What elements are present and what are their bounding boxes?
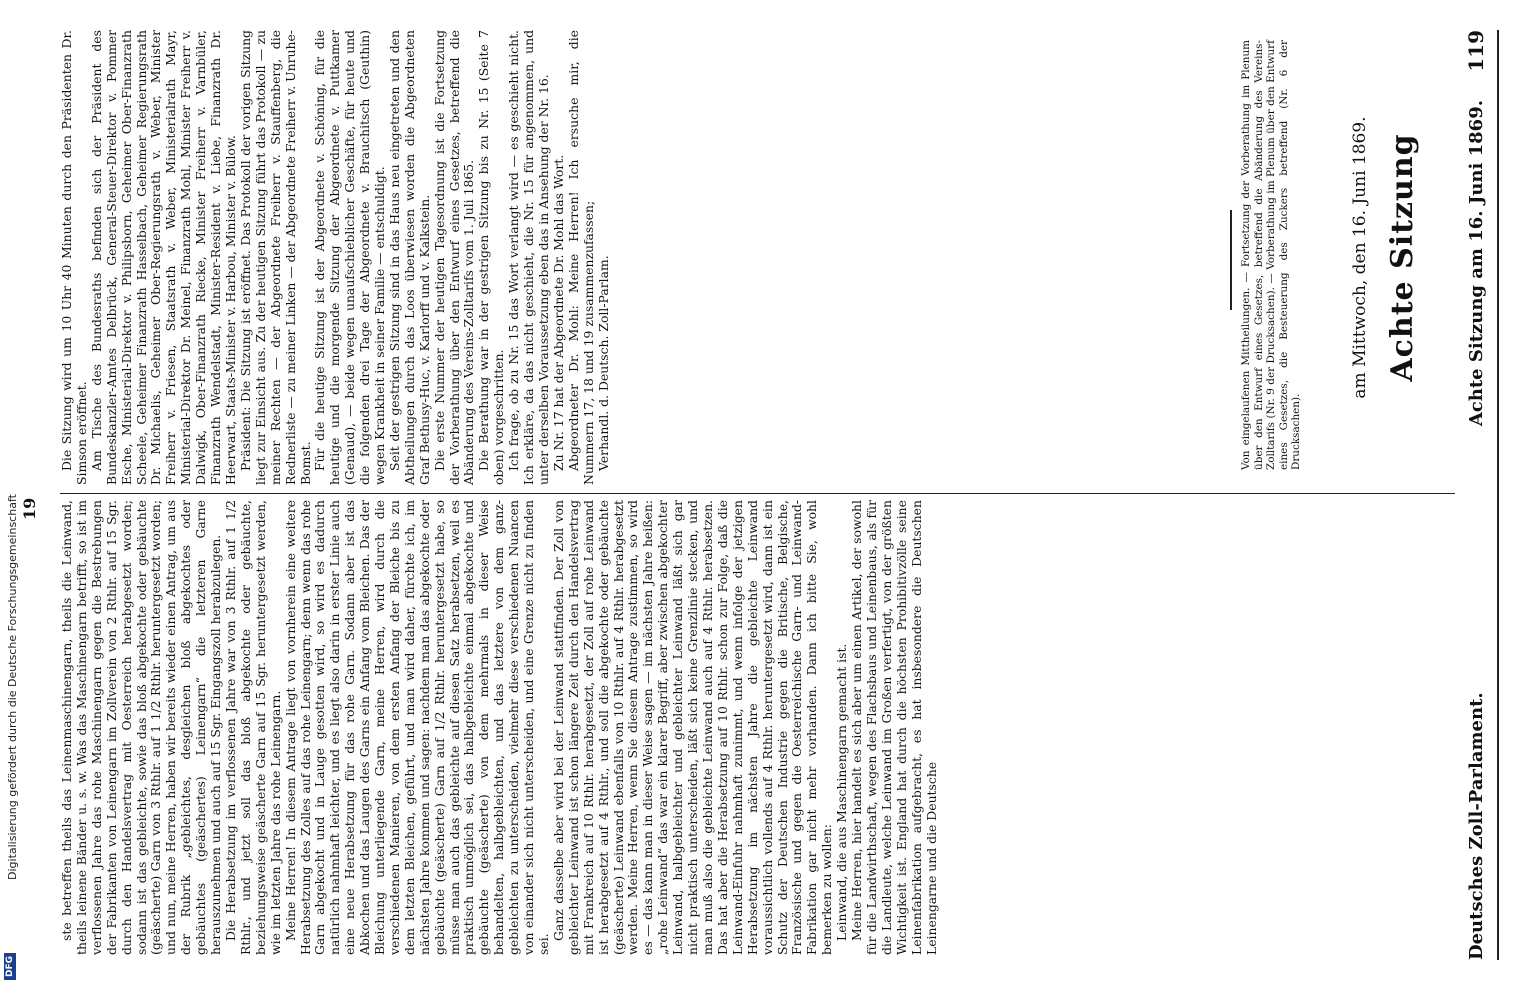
page-number: 119 xyxy=(1464,30,1488,72)
paragraph: Leinwand, die aus Maschinengarn gemacht ist. xyxy=(834,643,850,941)
footer-page-number: 19 xyxy=(20,497,39,520)
paragraph: Am Tische des Bundesraths befinden sich der Präsident des Bundeskanzler-Amtes Delbrück, General-Steuer-Direktor v. Pommer Esche, Ministerial-Direktor v. Philipsborn, Geheimer Ober-Finanzrath Scheele, Geheimer Finanzrath Hasselbach, Geheimer Regierungsrath Dr. Michaelis, Geheimer Ober-Regierungsrath v. Weber, Minister Freiherr v. Friesen, Staatsrath v. Weber, Ministerialrath Mayr, Ministerial-Direktor Dr. Meinel, Finanzrath Mohl, Minister Freiherr v. Dalwigk, Ober-Finanzrath Riecke, Minister Freiherr v. Varnbüler, Finanzrath Wendelstadt, Minister-Resident v. Liebe, Finanzrath Dr. Heerwart, Staats-Minister v. Harbou, Minister v. Bülow. xyxy=(88,30,238,485)
paragraph: Die Berathung war in der gestrigen Sitzung bis zu Nr. 15 (Seite 7 oben) vorgeschritten. xyxy=(476,30,507,485)
paragraph: Zu Nr. 17 hat der Abgeordnete Dr. Mohl das Wort. xyxy=(550,154,566,471)
paragraph: ste betreffen theils das Leinenmaschinengarn, theils die Leinwand, theils leinene Bänder u. s. w. Was das Maschinengarn betrifft, so ist im verflossenen Jahre das rohe Maschinengarn gegen die Bestrebungen der Fabrikanten von Leinengarn im Zollverein von 2 Rthlr. auf 15 Sgr. durch den Handelsvertrag mit Oesterreich herabgesetzt worden; sodann ist das gebleichte, sowie das bloß abgekochte oder gebäuchte (geäscherte) Garn von 3 Rthlr. auf 1 1/2 Rthlr. heruntergesetzt worden; und nun, meine Herren, haben wir bereits wieder einen Antrag, um aus der Rubrik „gebleichtes, desgleichen bloß abgekochtes oder gebäuchtes (geäschertes) Leinengarn“ die letzteren Garne herauszunehmen und auch auf 15 Sgr. Eingangszoll herabzulegen. xyxy=(59,500,224,955)
paragraph: Die erste Nummer der heutigen Tagesordnung ist die Fortsetzung der Vorberathung über den Entwurf eines Gesetzes, betreffend die Abänderung des Vereins-Zolltarifs vom 1. Juli 1865. xyxy=(431,30,477,485)
agenda-text: Von eingelaufenen Mittheilungen. — Fortsetzung der Vorberathung im Plenum über den Entwurf eines Gesetzes, betreffend die Abänderung des Vereins-Zolltarifs (Nr. 9 der Drucksachen). — Vorberathung im Plenum über den Entwurf eines Gesetzes, die Besteuerung des Zuckers betreffend (Nr. 6 der Drucksachen). xyxy=(1240,40,1303,470)
paragraph: Meine Herren! In diesem Antrage liegt von vornherein eine weitere Herabsetzung des Zolles auf das rohe Leinengarn; denn wenn das rohe Garn abgekocht und in Lauge gesotten wird, so wird es dadurch natürlich nahmhaft leichter, und es liegt also darin in erster Linie auch eine neue Herabsetzung für das rohe Garn. Sodann aber ist das Abkochen und das Laugen des Garns ein Anfang vom Bleichen. Das der Bleichung unterliegende Garn, meine Herren, wird durch die verschiedenen Manieren, von dem ersten Anfang der Bleiche bis zu dem letzten Bleichen, geführt, und man wird daher, fürchte ich, im nächsten Jahre kommen und sagen: nachdem man das abgekochte oder gebäuchte (geäscherte) Garn auf 1/2 Rthlr. heruntergesetzt habe, so müsse man auch das gebleichte auf diesen Satz herabsetzen, weil es praktisch unmöglich sei, das halbgebleichte einmal abgekochte und gebäuchte (geäscherte) von dem mehrmals in dieser Weise behandelten, halbgebleichten, und das letztere von dem ganz-gebleichten zu unterscheiden, vielmehr diese verschiedenen Nuancen von einander sich nicht unterscheiden, und eine Grenze nicht zu finden sei. xyxy=(282,500,551,955)
paragraph: Seit der gestrigen Sitzung sind in das Haus neu eingetreten und den Abtheilungen durch das Loos überwiesen worden die Abgeordneten Graf Bethusy-Huc, v. Karlorff und v. Kalkstein. xyxy=(386,30,432,485)
header-right: Achte Sitzung am 16. Juni 1869. xyxy=(1466,100,1487,427)
header-rule xyxy=(1497,30,1499,960)
paragraph: Abgeordneter Dr. Mohl: Meine Herren! Ich ersuche mir, die Nummern 17, 18 und 19 zusammenzufassen; xyxy=(565,30,596,485)
digitization-note: Digitalisierung gefördert durch die Deutsche Forschungsgemeinschaft xyxy=(6,494,19,880)
paragraph: Ganz dasselbe aber wird bei der Leinwand stattfinden. Der Zoll von gebleichter Leinwand ist schon längere Zeit durch den Handelsvertrag mit Frankreich auf 10 Rthlr. herabgesetzt, der Zoll auf rohe Leinwand ist herabgesetzt auf 4 Rthlr., und soll die abgekochte oder gebäuchte (geäscherte) Leinwand ebenfalls von 10 Rthlr. auf 4 Rthlr. herabgesetzt werden. Meine Herren, wenn Sie diesem Antrage zustimmen, so wird es — das kann man in dieser Weise sagen — im nächsten Jahre heißen: „rohe Leinwand“ das war ein klarer Begriff, aber zwischen abgekochter Leinwand, halbgebleichter und gebleichter Leinwand läßt sich gar nicht praktisch unterscheiden, läßt sich keine Grenzlinie stecken, und man muß also die gebleichte Leinwand auch auf 4 Rthlr. herabsetzen. Das hat aber die Herabsetzung auf 10 Rthlr. schon zur Folge, daß die Leinwand-Einfuhr nahmhaft zunimmt, und wenn infolge der jetzigen Herabsetzung im nächsten Jahre die gebleichte Leinwand voraussichtlich vollends auf 4 Rthlr. heruntergesetzt wird, dann ist ein Schutz der Deutschen Industrie gegen die Britische, Belgische, Französische und gegen die Oesterreichische Garn- und Leinwand-Fabrikation gar nicht mehr vorhanden. Dann ich bitte Sie, wohl bemerken zu wollen: xyxy=(550,500,835,955)
paragraph: Ich frage, ob zu Nr. 15 das Wort verlangt wird — es geschieht nicht. Ich erkläre, da das nicht geschieht, die Nr. 15 für angenommen, und unter derselben Voraussetzung eben das in Ansehung der Nr. 16. xyxy=(506,30,551,485)
header-left: Deutsches Zoll-Parlament. xyxy=(1466,692,1487,960)
session-date: am Mittwoch, den 16. Juni 1869. xyxy=(1350,116,1370,399)
paragraph: Präsident: Die Sitzung ist eröffnet. Das Protokoll der vorigen Sitzung liegt zur Einsicht aus. Zu der heutigen Sitzung führt das Protokoll — zu meiner Rechten — der Abgeordnete Freiherr v. Stauffenberg, die Rednerliste — zu meiner Linken — der Abgeordnete Freiherr v. Unruhe-Bomst. xyxy=(237,30,313,485)
column-right xyxy=(60,30,1220,485)
paragraph: Die Sitzung wird um 10 Uhr 40 Minuten durch den Präsidenten Dr. Simson eröffnet. xyxy=(59,30,89,485)
paragraph: Meine Herren, hier handelt es sich aber um einen Artikel, der sowohl für die Landwirthschaft, wegen des Flachsbaus und Leinenbaus, als für die Landleute, welche Leinwand im Großen verfertigt, von der größten Wichtigkeit ist. England hat durch die höchsten Prohibitivzölle seine Leinenfabrikation aufgebracht, es hat insbesondere die Deutschen Leinengarne und die Deutsche xyxy=(849,500,939,955)
section-divider xyxy=(1230,210,1232,310)
column-divider xyxy=(60,493,1455,494)
agenda-note xyxy=(1240,40,1340,470)
paragraph: Die Herabsetzung im verflossenen Jahre war von 3 Rthlr. auf 1 1/2 Rthlr., und jetzt soll das bloß abgekochte oder gebäuchte, beziehungsweise geäscherte Garn auf 15 Sgr. heruntergesetzt werden, wie im letzten Jahre das rohe Leinengarn. xyxy=(222,500,283,955)
paragraph: Verhandl. d. Deutsch. Zoll-Parlam. xyxy=(595,255,611,471)
session-title: Achte Sitzung xyxy=(1385,133,1420,382)
paragraph: Für die heutige Sitzung ist der Abgeordnete v. Schöning, für die heutige und die morgende Sitzung der Abgeordnete v. Puttkamer (Genaud), — beide wegen unaufschieblicher Geschäfte, für heute und die folgenden drei Tage der Abgeordnete v. Brauchitsch (Geuthin) wegen Krankheit in seiner Familie — entschuldigt. xyxy=(312,30,388,485)
running-header xyxy=(1462,30,1496,960)
column-left xyxy=(60,500,1455,955)
dfg-logo: DFG xyxy=(4,953,16,980)
